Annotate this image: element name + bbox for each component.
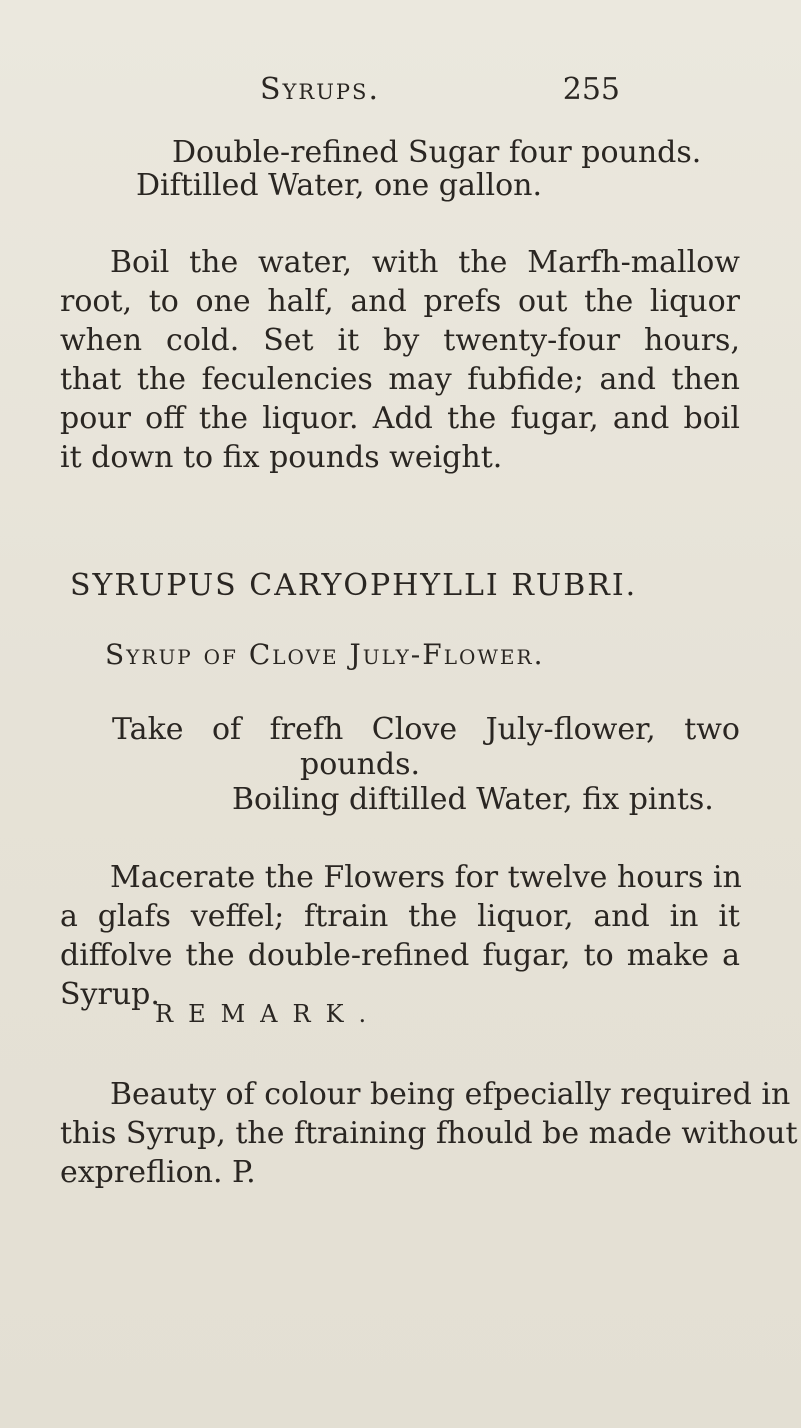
text-line: Beauty of colour being efpecially required in xyxy=(110,1077,791,1112)
section-subtitle: Syrup of Clove July-Flower. xyxy=(105,638,545,671)
ingredient-line: Boiling diftilled Water, fix pints. xyxy=(232,782,714,817)
text-line: when cold. Set it by twenty-four hours, xyxy=(60,323,740,358)
text-line: Boil the water, with the Marfh-mallow xyxy=(110,245,740,280)
page-number: 255 xyxy=(562,72,620,107)
text-line: pour off the liquor. Add the fugar, and boil xyxy=(60,401,740,436)
method-paragraph xyxy=(60,243,740,477)
remark-paragraph xyxy=(60,1075,798,1192)
text-line: Syrup. xyxy=(60,977,160,1012)
text-line: this Syrup, the ftraining fhould be made without xyxy=(60,1116,798,1151)
text-line: root, to one half, and prefs out the liquor xyxy=(60,284,740,319)
ingredient-line: pounds. xyxy=(300,747,421,782)
page-header xyxy=(260,72,620,116)
ingredient-line: Double-refined Sugar four pounds. xyxy=(172,135,702,170)
text-line: that the feculencies may fubfide; and then xyxy=(60,362,740,397)
text-line: diffolve the double-refined fugar, to make a xyxy=(60,938,740,973)
section-title: SYRUPUS CARYOPHYLLI RUBRI. xyxy=(70,568,638,603)
running-title: Syrups. xyxy=(260,72,380,107)
ingredient-line xyxy=(112,710,740,749)
text-line: Macerate the Flowers for twelve hours in xyxy=(110,860,742,895)
method-paragraph xyxy=(60,858,740,1014)
text-line: Take of frefh Clove July-flower, two xyxy=(112,712,740,747)
remark-heading: REMARK. xyxy=(155,1000,382,1028)
ingredient-line: Diftilled Water, one gallon. xyxy=(136,168,542,203)
text-line: it down to fix pounds weight. xyxy=(60,440,503,475)
text-line: expreflion. P. xyxy=(60,1155,256,1190)
text-line: a glafs veffel; ftrain the liquor, and in it xyxy=(60,899,740,934)
